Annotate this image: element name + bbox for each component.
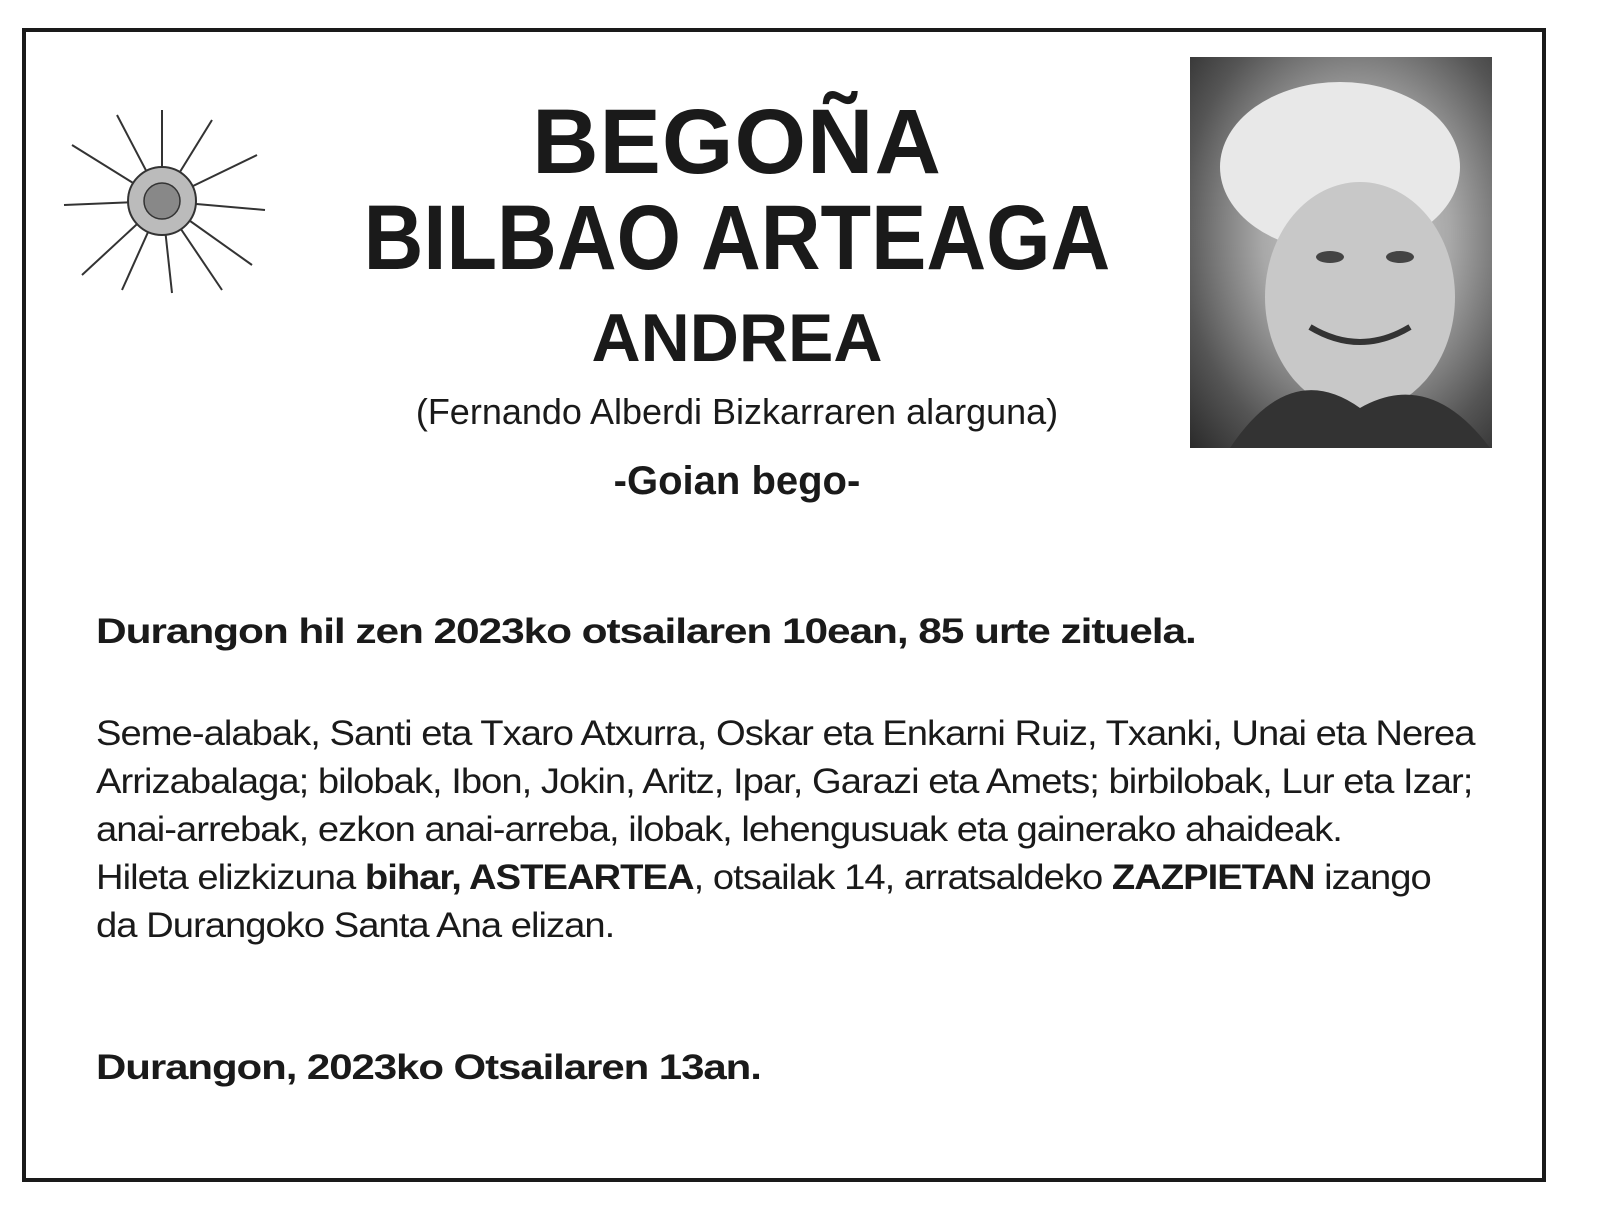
funeral-day: bihar, ASTEARTEA <box>364 858 694 897</box>
funeral-text: Hileta elizkizuna <box>96 858 365 897</box>
deceased-surnames: BILBAO ARTEAGA <box>363 187 1111 289</box>
portrait-photo <box>1190 57 1492 448</box>
funeral-time: ZAZPIETAN <box>1111 858 1315 897</box>
funeral-text: izango <box>1314 858 1431 897</box>
thistle-flower-icon <box>62 105 267 297</box>
paragraph-line: Seme-alabak, Santi eta Txaro Atxurra, Oskar eta Enkarni Ruiz, Txanki, Unai eta Nerea <box>96 714 1475 753</box>
spouse-note: (Fernando Alberdi Bizkarraren alarguna) <box>415 391 1059 432</box>
paragraph-line: da Durangoko Santa Ana elizan. <box>96 906 615 945</box>
deceased-first-name: BEGOÑA <box>532 91 942 193</box>
paragraph-line: anai-arrebak, ezkon anai-arreba, ilobak, lehengusuak eta gainerako ahaideak. <box>96 810 1342 849</box>
paragraph-line: Arrizabalaga; bilobak, Ibon, Jokin, Aritz, Ipar, Garazi eta Amets; birbilobak, Lur eta Izar; <box>96 762 1473 801</box>
deceased-title: ANDREA <box>591 300 883 376</box>
paragraph-line <box>96 854 1475 902</box>
farewell-phrase: -Goian bego- <box>613 459 861 503</box>
place-date-signature: Durangon, 2023ko Otsailaren 13an. <box>96 1048 761 1087</box>
death-notice: Durangon hil zen 2023ko otsailaren 10ean, 85 urte zituela. <box>96 612 1196 651</box>
funeral-text: , otsailak 14, arratsaldeko <box>693 858 1112 897</box>
family-paragraph <box>96 710 1475 950</box>
